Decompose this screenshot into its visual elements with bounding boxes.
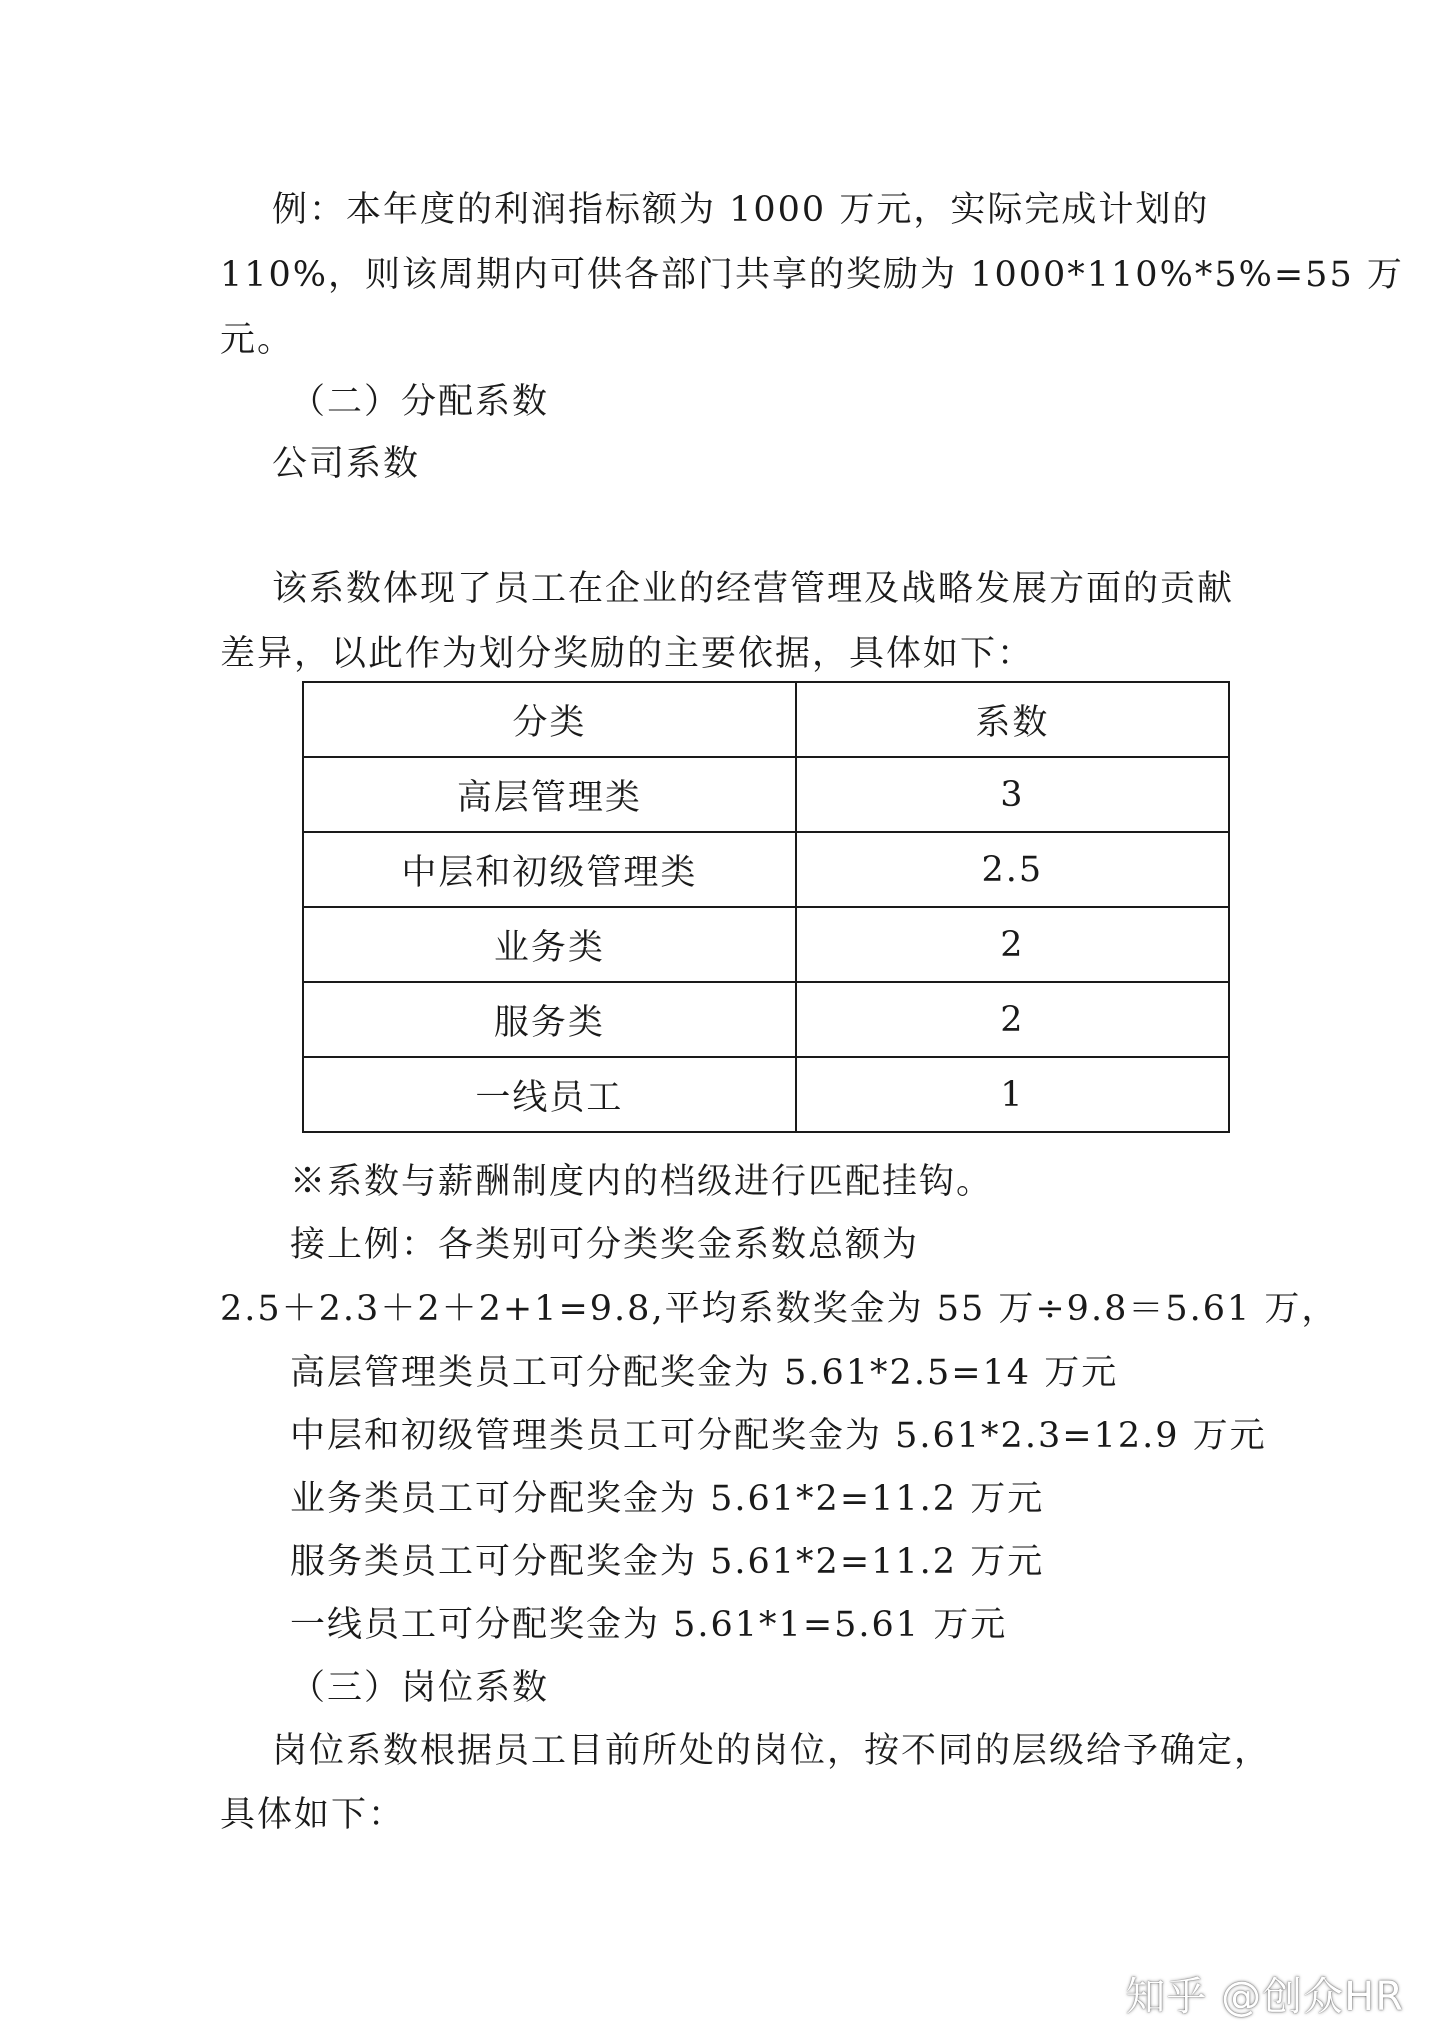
calc-intro: 接上例：各类别可分类奖金系数总额为 bbox=[290, 1225, 920, 1265]
note-line: ※系数与薪酬制度内的档级进行匹配挂钩。 bbox=[290, 1162, 994, 1202]
table-cell-coefficient: 2 bbox=[796, 982, 1229, 1057]
example-line-1: 例：本年度的利润指标额为 1000 万元，实际完成计划的 bbox=[272, 190, 1210, 230]
coefficient-table bbox=[302, 681, 1230, 1133]
calc-total: 2.5＋2.3＋2＋2+1=9.8,平均系数奖金为 55 万÷9.8＝5.61 万， bbox=[220, 1289, 1339, 1329]
calc-senior: 高层管理类员工可分配奖金为 5.61*2.5=14 万元 bbox=[290, 1353, 1119, 1393]
table-cell-coefficient: 2 bbox=[796, 907, 1229, 982]
table-cell-coefficient: 2.5 bbox=[796, 832, 1229, 907]
table-row bbox=[303, 1057, 1229, 1132]
position-line-1: 岗位系数根据员工目前所处的岗位，按不同的层级给予确定， bbox=[272, 1731, 1272, 1771]
table-cell-coefficient: 1 bbox=[796, 1057, 1229, 1132]
table-cell-category: 中层和初级管理类 bbox=[303, 832, 796, 907]
calc-business: 业务类员工可分配奖金为 5.61*2=11.2 万元 bbox=[290, 1479, 1045, 1519]
table-header-row bbox=[303, 682, 1229, 757]
example-line-3: 元。 bbox=[220, 320, 295, 360]
position-line-2: 具体如下： bbox=[220, 1795, 406, 1835]
section-heading-3: （三）岗位系数 bbox=[290, 1668, 550, 1708]
table-header-coefficient: 系数 bbox=[796, 682, 1229, 757]
table-header-category: 分类 bbox=[303, 682, 796, 757]
calc-frontline: 一线员工可分配奖金为 5.61*1=5.61 万元 bbox=[290, 1605, 1008, 1645]
section-heading-2: （二）分配系数 bbox=[290, 382, 550, 422]
table-cell-coefficient: 3 bbox=[796, 757, 1229, 832]
calc-service: 服务类员工可分配奖金为 5.61*2=11.2 万元 bbox=[290, 1542, 1045, 1582]
zhihu-watermark: 知乎 @创众HR bbox=[1125, 1974, 1404, 2020]
example-line-2: 110%，则该周期内可供各部门共享的奖励为 1000*110%*5%=55 万 bbox=[220, 255, 1404, 295]
table-cell-category: 业务类 bbox=[303, 907, 796, 982]
table-cell-category: 一线员工 bbox=[303, 1057, 796, 1132]
calc-middle: 中层和初级管理类员工可分配奖金为 5.61*2.3=12.9 万元 bbox=[290, 1416, 1267, 1456]
table-cell-category: 高层管理类 bbox=[303, 757, 796, 832]
table-row bbox=[303, 757, 1229, 832]
company-coefficient-label: 公司系数 bbox=[272, 444, 421, 484]
description-line-2: 差异，以此作为划分奖励的主要依据，具体如下： bbox=[220, 634, 1035, 674]
table-row bbox=[303, 907, 1229, 982]
table-row bbox=[303, 832, 1229, 907]
table-row bbox=[303, 982, 1229, 1057]
description-line-1: 该系数体现了员工在企业的经营管理及战略发展方面的贡献 bbox=[272, 569, 1235, 609]
table-cell-category: 服务类 bbox=[303, 982, 796, 1057]
